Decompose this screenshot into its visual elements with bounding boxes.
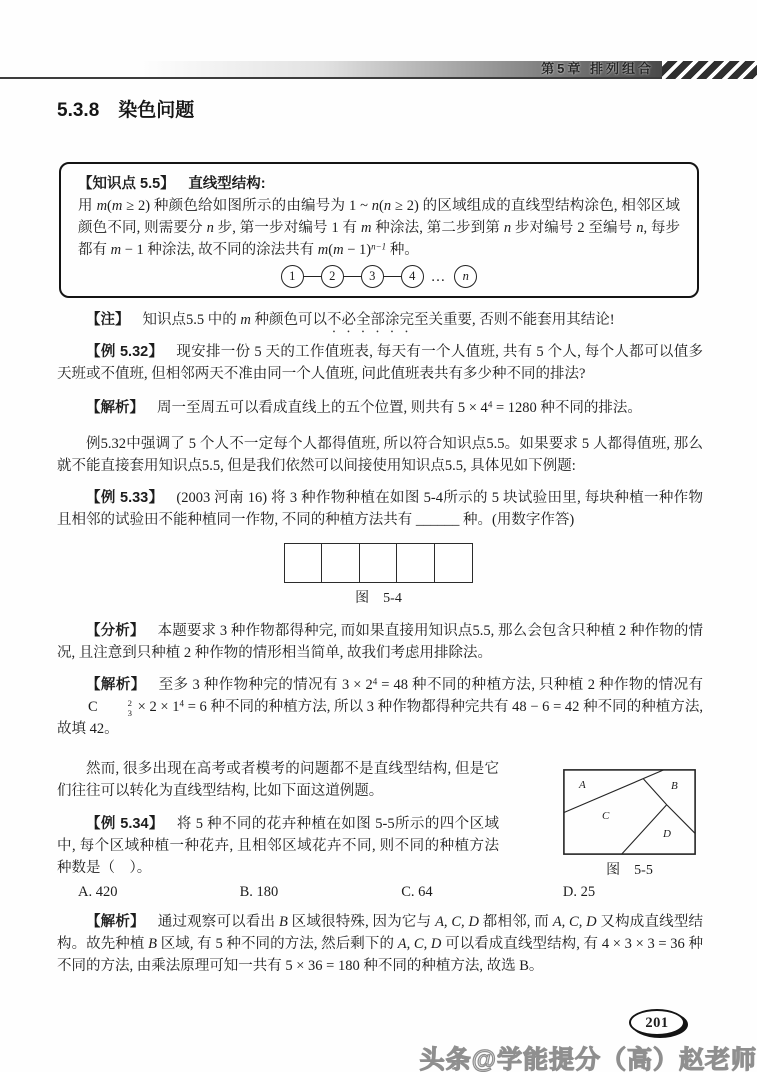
chain-node: 2	[321, 265, 344, 288]
option-d: D. 25	[562, 884, 596, 900]
figure-5-4-cell	[285, 544, 323, 582]
chain-node: 4	[401, 265, 424, 288]
section-title: 5.3.8 染色问题	[57, 100, 195, 121]
figure-5-5-drawing	[563, 769, 696, 855]
chapter-header-band	[0, 61, 757, 79]
figure-5-5-caption: 图 5-5	[606, 863, 653, 878]
example-5-33	[57, 487, 703, 531]
example-5-32	[57, 341, 703, 385]
example-5-34-body: 将 5 种不同的花卉种植在如图 5-5所示的四个区域中, 每个区域种植一种花卉, 且相邻区域花卉不同, 则不同的种植方法种数是（ ）。	[57, 816, 500, 876]
linear-chain-diagram	[78, 265, 680, 288]
solution-5-32	[57, 397, 703, 419]
region-label-d: D	[663, 828, 671, 840]
solution-5-33-tag: 【解析】	[86, 677, 146, 693]
note-paragraph	[57, 309, 703, 336]
figure-5-4	[0, 543, 757, 610]
option-c: C. 64	[401, 884, 433, 900]
region-label-a: A	[579, 779, 586, 791]
chain-connector	[384, 276, 401, 277]
figure-5-4-cells	[284, 543, 474, 583]
figure-5-5	[505, 758, 703, 882]
chain-ellipsis: …	[430, 268, 448, 285]
solution-5-33-body: 至多 3 种作物种完的情况有 $3 \times 2^4 = 48$ 种不同的种植方法, 只种植 2 种作物的情况有 C 2 3 × $2 \times 1^4 = 6$ 种不同的种植方法, 所以 3 种作物都得种完共有 48 − 6 = 42 种不同的种植方法, 故填 42。	[57, 676, 704, 737]
example-5-34	[57, 813, 499, 879]
options-row	[57, 881, 703, 903]
analysis-5-33-body: 本题要求 3 种作物都得种完, 而如果直接用知识点5.5, 那么会包含只种植 2 种作物的情况, 且注意到只种植 2 种作物的情形相当简单, 故我们考虑用排除法。	[57, 623, 703, 661]
note-tag: 【注】	[86, 312, 130, 328]
solution-5-34	[57, 911, 703, 977]
example-5-34-tag: 【例 5.34】	[86, 816, 164, 832]
option-b: B. 180	[239, 884, 279, 900]
solution-5-33	[57, 674, 703, 740]
knowledge-box-body: 用 m(m ≥ 2) 种颜色给如图所示的由编号为 1 ~ n(n ≥ 2) 的区域组成的直线型结构涂色, 相邻区域颜色不同, 则需要分 n 步, 第一步对编号 1 有 m 种涂法, 第二步到第 n 步对编号 2 至编号 n, 每步都有 m − 1 种涂法, 故不同的涂法共有 $m(m - 1)^{n-1}$ 种。	[78, 198, 681, 258]
watermark-text: 头条@学能提分（高）赵老师	[419, 1046, 757, 1072]
solution-5-32-tag: 【解析】	[86, 400, 144, 416]
analysis-5-33	[57, 620, 703, 664]
chain-node: 1	[281, 265, 304, 288]
chain-node-n: n	[454, 265, 477, 288]
header-stripes-decoration	[662, 61, 757, 79]
example-5-34-text-column	[57, 758, 505, 882]
chapter-header-gradient	[140, 61, 662, 77]
chapter-title: 第5章 排列组合	[541, 61, 654, 76]
figure-5-4-caption: 图 5-4	[355, 591, 402, 606]
chain-connector	[304, 276, 321, 277]
page-number-badge: 201	[629, 1009, 685, 1036]
knowledge-box-tag: 【知识点 5.5】	[78, 176, 175, 192]
example-5-33-tag: 【例 5.33】	[86, 490, 164, 506]
bridge-paragraph-534: 然而, 很多出现在高考或者模考的问题都不是直线型结构, 但是它们往往可以转化为直线型结构, 比如下面这道例题。	[57, 761, 499, 799]
analysis-5-33-tag: 【分析】	[86, 623, 145, 639]
example-5-33-body: (2003 河南 16) 将 3 种作物种植在如图 5-4所示的 5 块试验田里, 每块种植一种作物且相邻的试验田不能种植同一作物, 不同的种植方法共有 ______ 种。(用数字作答)	[57, 490, 704, 528]
figure-5-4-cell	[322, 544, 360, 582]
bridge-paragraph-533: 例5.32中强调了 5 个人不一定每个人都得值班, 所以符合知识点5.5。如果要求 5 人都得值班, 那么就不能直接套用知识点5.5, 但是我们依然可以间接使用知识点5.5, 具体见如下例题:	[57, 436, 703, 474]
example-5-32-body: 现安排一份 5 天的工作值班表, 每天有一个人值班, 共有 5 个人, 每个人都可以值多天班或不值班, 但相邻两天不准由同一个人值班, 问此值班表共有多少种不同的排法?	[57, 344, 704, 382]
knowledge-box	[59, 162, 699, 298]
figure-5-4-cell	[360, 544, 398, 582]
note-body: 知识点5.5 中的 m 种颜色可以不必全部涂完至关重要, 否则不能套用其结论!	[142, 312, 615, 328]
solution-5-34-tag: 【解析】	[86, 914, 145, 930]
knowledge-box-subtitle: 直线型结构:	[188, 176, 266, 192]
solution-5-34-body: 通过观察可以看出 B 区域很特殊, 因为它与 A, C, D 都相邻, 而 A, C, D 又构成直线型结构。故先种植 B 区域, 有 5 种不同的方法, 然后剩下的 A, C, D 可以看成直线型结构, 有 4 × 3 × 3 = 36 种不同的方法, 由乘法原理可知一共有 5 × 36 = 180 种不同的种植方法, 故选 B。	[57, 914, 704, 974]
solution-5-32-body: 周一至周五可以看成直线上的五个位置, 则共有 $5 \times 4^4 = 1280$ 种不同的排法。	[157, 399, 642, 416]
figure-5-4-cell	[397, 544, 435, 582]
chain-node: 3	[361, 265, 384, 288]
figure-5-4-cell	[435, 544, 473, 582]
region-label-b: B	[671, 780, 678, 792]
example-5-32-tag: 【例 5.32】	[86, 344, 164, 360]
example-5-34-section	[57, 758, 703, 882]
chain-connector	[344, 276, 361, 277]
option-a: A. 420	[78, 884, 118, 900]
region-label-c: C	[602, 810, 610, 822]
